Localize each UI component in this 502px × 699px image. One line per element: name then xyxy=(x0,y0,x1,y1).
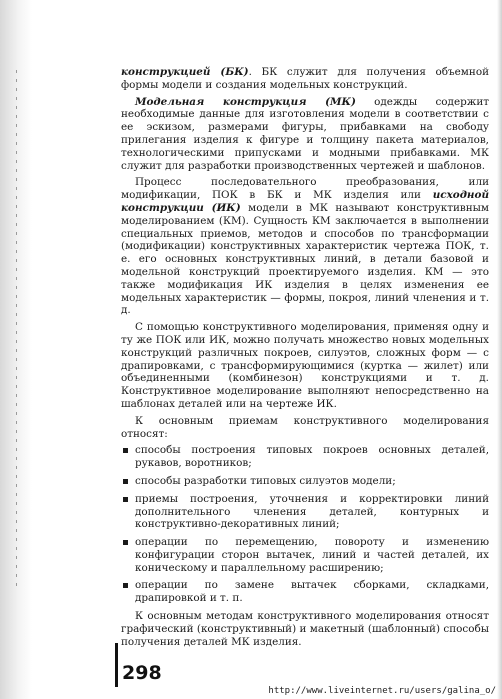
bullet-text: способы построения типовых покроев основных деталей, рукавов, воротников; xyxy=(135,444,489,470)
bullet-square-icon xyxy=(123,540,128,545)
text-run: одежды содержит необходимые данные для изготовления модели в соответствии с ее эскизом, размерами фигуры, прибавками на свободу прилегания изделия к фигуре и толщину пакета материалов, технологическими припусками и модными прибавками. МК служит для разработки производственных чертежей и шаблонов. xyxy=(121,95,489,172)
page-number: 298 xyxy=(122,662,162,684)
body-text xyxy=(121,66,489,652)
paragraph xyxy=(121,96,489,173)
bullet-text: приемы построения, уточнения и корректировки линий дополнительного членения деталей, контурных и конструктивно-декоративных линий; xyxy=(135,492,489,531)
bullet-square-icon xyxy=(123,497,128,502)
text-run: . БК служит для получения объемной формы модели и создания модельных конструкций. xyxy=(121,66,489,91)
paragraph xyxy=(121,321,489,411)
bullet-square-icon xyxy=(123,479,128,484)
term-emphasis: исходной конструкции (ИК) xyxy=(121,189,489,214)
paragraph xyxy=(121,176,489,317)
paragraph xyxy=(121,66,489,92)
bullet-text: операции по замене вытачек сборками, складками, драпировкой и т. п. xyxy=(135,579,489,605)
bullet-square-icon xyxy=(123,583,128,588)
page-edge-shadow xyxy=(497,0,502,699)
bullet-item xyxy=(121,579,489,605)
watermark-url: http://www.liveinternet.ru/users/galina_o/ xyxy=(268,686,496,696)
bullet-text: способы разработки типовых силуэтов модели; xyxy=(135,474,396,487)
bullet-text: операции по перемещению, повороту и изменению конфигурации сторон вытачек, линий и частей деталей, их коническому и параллельному расширению; xyxy=(135,536,489,574)
term-emphasis: Модельная конструкция (МК) xyxy=(135,95,356,108)
term-emphasis: конструкцией (БК) xyxy=(121,66,249,78)
bullet-item xyxy=(121,475,489,488)
gutter-dotted-line xyxy=(16,70,17,590)
bullet-list xyxy=(121,444,489,605)
paragraph xyxy=(121,415,489,441)
text-run: С помощью конструктивного моделирования, применяя одну и ту же ПОК или ИК, можно получать множество новых модельных конструкций различных покроев, силуэтов, сложных форм — с драпировками, с трансформирующимися (куртка — жилет) или объединенными (комбинезон) конструкциями и т. д. Конструктивное моделирование выполняют непосредственно на шаблонах деталей или на чертеже ИК. xyxy=(121,321,489,410)
text-run: Процесс последовательного преобразования, или модификации, ПОК в БК и МК изделия или xyxy=(121,176,489,202)
bullet-item xyxy=(121,536,489,574)
text-run: модели в МК называют конструктивным моделированием (КМ). Сущность КМ заключается в выполнении специальных приемов, методов и способов по трансформации (модификации) конструктивных характеристик чертежа ПОК, т. е. его основных конструктивных линий, в детали базовой и модельной конструкций проектируемого изделия. КМ — это также модификация ИК изделия в целях изменения ее модельных характеристик — формы, покроя, линий членения и т. д. xyxy=(121,201,490,317)
text-run: К основным приемам конструктивного моделирования относят: xyxy=(121,414,489,440)
bullet-square-icon xyxy=(123,448,128,453)
bullet-item xyxy=(121,444,489,470)
page-number-rule xyxy=(115,643,118,687)
bullet-item xyxy=(121,493,489,531)
closing-paragraph: К основным методам конструктивного моделирования относят графический (конструктивный) и макетный (шаблонный) способы получения деталей МК изделия. xyxy=(121,610,489,648)
paragraphs xyxy=(121,66,489,440)
